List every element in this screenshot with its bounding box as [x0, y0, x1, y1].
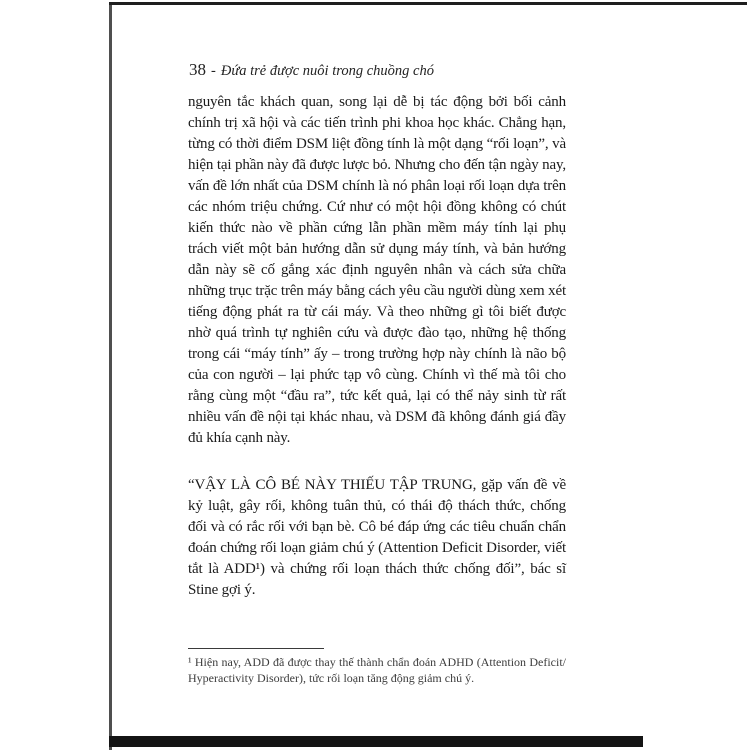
footnote-text: ¹ Hiện nay, ADD đã được thay thế thành chẩn đoán ADHD (Attention Deficit/ Hyperactivity Disorder), tức rối loạn tăng động giảm chú ý. [188, 655, 566, 685]
page-bottom-edge-bar [109, 736, 643, 747]
page-left-edge-line [109, 2, 112, 750]
page-number: 38 [189, 60, 206, 79]
footnote-divider [188, 648, 324, 649]
text-column [188, 92, 566, 601]
body-paragraph-2: “VẬY LÀ CÔ BÉ NÀY THIẾU TẬP TRUNG, gặp vấn đề về kỷ luật, gây rối, không tuân thủ, có thái độ thách thức, chống đối và có rắc rối với bạn bè. Cô bé đáp ứng các tiêu chuẩn chẩn đoán chứng rối loạn giảm chú ý (Attention Deficit Disorder, viết tắt là ADD¹) và chứng rối loạn thách thức chống đối”, bác sĩ Stine gợi ý. [188, 477, 566, 598]
footnote-block [188, 648, 566, 686]
page-top-edge-line [109, 2, 747, 5]
book-title: Đứa trẻ được nuôi trong chuồng chó [220, 63, 434, 79]
body-paragraph-1: nguyên tắc khách quan, song lại dễ bị tác động bởi bối cảnh chính trị xã hội và các tiến trình phi khoa học khác. Chẳng hạn, từng có thời điểm DSM liệt đồng tính là một dạng “rối loạn”, và hiện tại phần này đã được lược bỏ. Nhưng cho đến tận ngày nay, vấn đề lớn nhất của DSM chính là nó phân loại rối loạn dựa trên các nhóm triệu chứng. Cứ như có một hội đồng không có chút kiến thức nào về phần cứng lẫn phần mềm máy tính lại phụ trách viết một bản hướng dẫn sử dụng máy tính, và bản hướng dẫn này sẽ cố gắng xác định nguyên nhân và cách sửa chữa những trục trặc trên máy bằng cách yêu cầu người dùng xem xét tiếng động phát ra từ cái máy. Và theo những gì tôi biết được nhờ quá trình tự nghiên cứu và được đào tạo, những hệ thống trong cái “máy tính” ấy – trong trường hợp này chính là não bộ của con người – lại phức tạp vô cùng. Chính vì thế mà tôi cho rằng cùng một “đầu ra”, tức kết quả, lại có thể nảy sinh từ rất nhiều vấn đề nội tại khác nhau, và DSM đã không đánh giá đầy đủ khía cạnh này. [188, 94, 566, 446]
header-separator: - [211, 63, 216, 79]
running-header [189, 60, 569, 80]
